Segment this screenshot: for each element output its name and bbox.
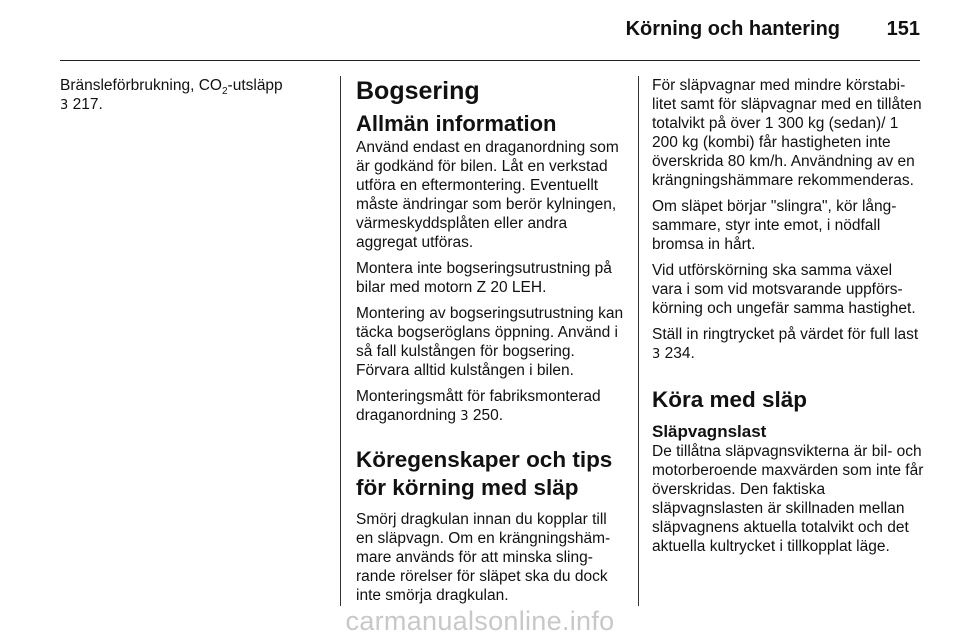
paragraph-with-reference — [356, 387, 624, 426]
section-heading-driving-tips: Köregenskaper och tips för körning med släp — [356, 447, 613, 500]
page-header — [0, 0, 960, 62]
subheading-general-info: Allmän information — [356, 111, 557, 136]
paragraph: Om släpet börjar "slingra", kör långsammare, styr inte emot, i nödfall bromsa in hårt. — [652, 198, 897, 253]
page-number: 151 — [886, 18, 920, 40]
section-heading-towing: Bogsering — [356, 77, 480, 105]
reference-page: 217. — [68, 96, 103, 113]
page-title: Körning och hantering — [625, 18, 840, 40]
paragraph: De tillåtna släpvagnsvikterna är bil- och motorberoende maxvärden som inte får överskridas. Den faktiska släpvagnslasten är skillnaden mellan släpvagnens aktuella totalvikt och det aktuella kultrycket i tillkopplat läge. — [652, 443, 924, 555]
page-reference-icon: 3 — [460, 409, 469, 424]
paragraph-text: Monteringsmått för fabriksmonterad draganordning — [356, 388, 601, 424]
paragraph: Vid utförskörning ska samma växel vara i som vid motsvarande uppförskörning och ungefär samma hastighet. — [652, 262, 916, 317]
reference-page: 250. — [468, 407, 504, 424]
header-rule — [60, 60, 920, 61]
paragraph: Smörj dragkulan innan du kopplar till en släpvagn. Om en krängningshämmare används för att minska slingrande rörelser för släpet ska du dock inte smörja dragkulan. — [356, 511, 611, 604]
reference-page: 234. — [660, 345, 695, 362]
paragraph: Montering av bogseringsutrustning kan täcka bogseröglans öppning. Använd i så fall kulstången för bogsering. Förvara alltid kulstången i bilen. — [356, 305, 624, 379]
paragraph: För släpvagnar med mindre körstabilitet samt för släpvagnar med en tillåten totalvikt på över 1 300 kg (sedan)/ 1 200 kg (kombi) får hastigheten inte överskrida 80 km/h. Användning av en krängningshämmare rekommenderas. — [652, 77, 922, 189]
column-middle — [356, 76, 624, 612]
fuel-consumption-label: Bränsleförbrukning, CO — [60, 77, 222, 94]
co2-subscript: 2 — [221, 86, 228, 98]
emissions-label: -utsläpp — [227, 77, 283, 94]
section-heading-trailer: Köra med släp — [652, 387, 808, 412]
page-reference-icon: 3 — [652, 347, 661, 362]
column-right — [652, 76, 924, 563]
column-left — [60, 76, 330, 122]
cross-reference — [60, 76, 330, 115]
page-reference-icon: 3 — [60, 98, 69, 113]
subheading-trailer-load: Släpvagnslast — [652, 422, 767, 441]
paragraph: Använd endast en draganordning som är godkänd för bilen. Låt en verkstad utföra en eftermontering. Eventuellt måste ändringar som berör kylningen, värmeskyddsplåten eller andra aggregat utföras. — [356, 139, 619, 251]
column-divider-1 — [340, 76, 341, 606]
column-divider-2 — [638, 76, 639, 606]
paragraph-with-reference — [652, 325, 924, 364]
paragraph-text: Ställ in ringtrycket på värdet för full last — [652, 326, 919, 343]
watermark: carmanualsonline.info — [345, 606, 615, 636]
paragraph: Montera inte bogseringsutrustning på bilar med motorn Z 20 LEH. — [356, 260, 612, 296]
